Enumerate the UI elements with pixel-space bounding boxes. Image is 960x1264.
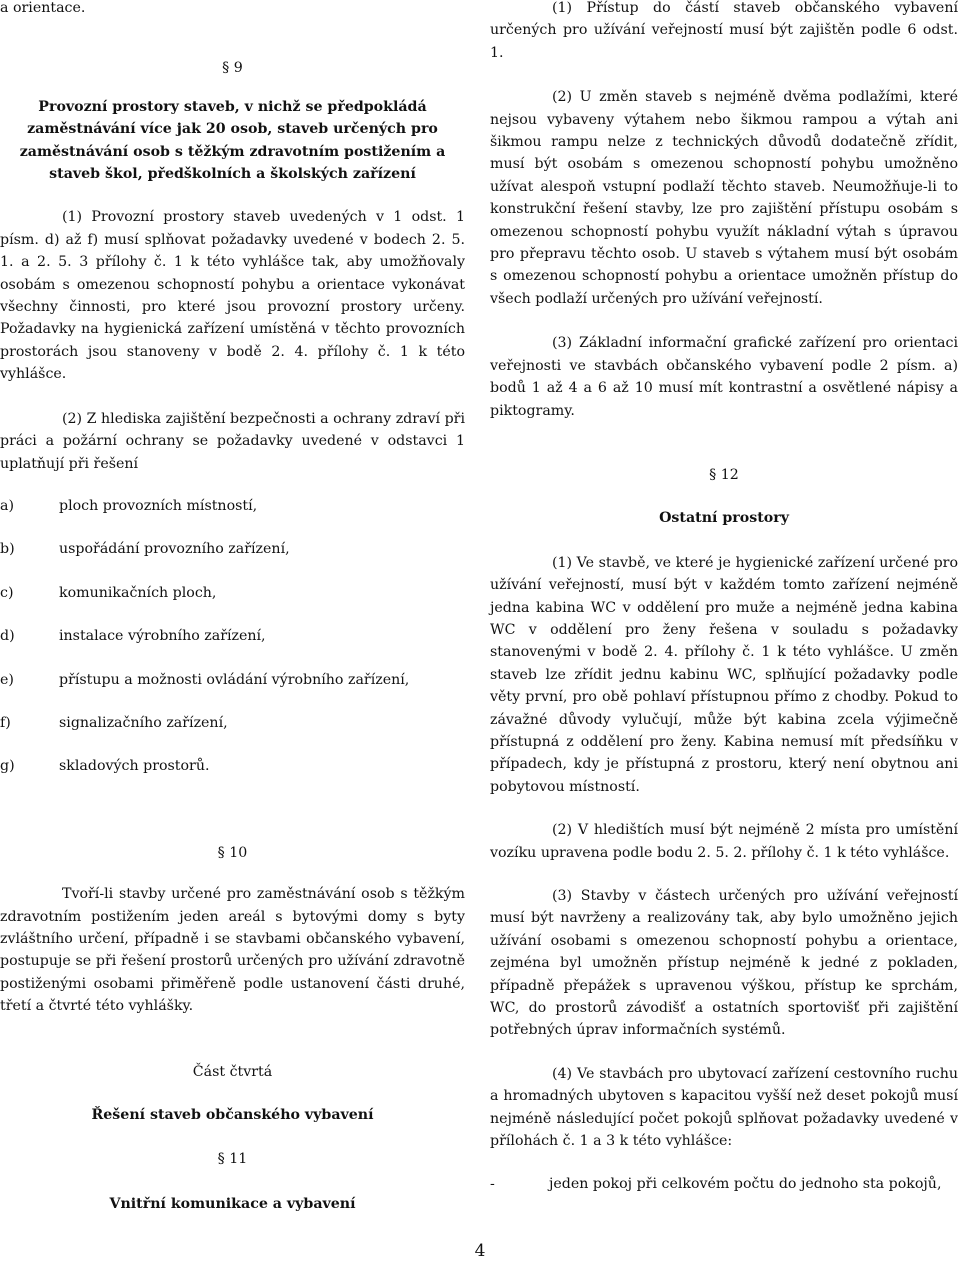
section-11-heading: § 11 <box>217 1151 248 1168</box>
section-9-title: Provozní prostory staveb, v nichž se předpokládá zaměstnávání více jak 20 osob, staveb určených pro zaměstnávání osob s těžkým zdravotním postižením a staveb škol, předškolních a školských zařízení <box>19 98 446 183</box>
list-marker: g) <box>0 758 15 775</box>
list-marker: b) <box>0 541 15 558</box>
list-text: přístupu a možnosti ovládání výrobního zařízení, <box>59 671 410 688</box>
list-marker: f) <box>0 714 11 731</box>
list-marker: c) <box>0 584 14 601</box>
section-12-paragraph-4: (4) Ve stavbách pro ubytovací zařízení cestovního ruchu a hromadných ubytoven s kapacitou vyšší než deset pokojů musí nejméně následující počet pokojů splňovat požadavky uvedené v přílohách č. 1 a 3 k této vyhlášce: <box>490 1065 958 1150</box>
list-text: instalace výrobního zařízení, <box>59 628 266 645</box>
section-11-paragraph-3: (3) Základní informační grafické zařízení pro orientaci veřejnosti ve stavbách občanského vybavení podle 2 písm. a) bodů 1 až 4 a 6 až 10 musí mít kontrastní a osvětlené nápisy a piktogramy. <box>490 335 958 419</box>
list-marker: e) <box>0 671 14 688</box>
list-text: signalizačního zařízení, <box>59 714 228 731</box>
list-text: ploch provozních místností, <box>59 497 258 514</box>
section-12-paragraph-3: (3) Stavby v částech určených pro užívání veřejností musí být navrženy a realizovány tak, aby bylo umožněno jejich užívání osobami s omezenou schopností pohybu a orientace, zejména byl umožněn přístup nejméně k jedné z pokladen, případně přepážek s upravenou výškou, přístup ke sprchám, WC, do prostorů závodišť a ostatních sportovišť při zajištění potřebných úprav informačních systémů. <box>490 888 958 1039</box>
section-9-paragraph-2: (2) Z hlediska zajištění bezpečnosti a ochrany zdraví při práci a požární ochrany se požadavky uvedené v odstavci 1 uplatňují při řešení <box>0 410 465 472</box>
list-text: jeden pokoj při celkovém počtu do jednoho sta pokojů, <box>549 1176 942 1193</box>
section-10-paragraph-1: Tvoří-li stavby určené pro zaměstnávání osob s těžkým zdravotním postižením jeden areál s bytovými domy s byty zvláštního určení, případně i se stavbami občanského vybavení, postupuje se při řešení prostorů určených pro užívání zdravotně postiženými osobami přiměřeně podle ustanovení části druhé, třetí a čtvrté této vyhlášky. <box>0 886 465 1015</box>
section-11-title: Vnitřní komunikace a vybavení <box>109 1195 356 1212</box>
section-11-paragraph-1: (1) Přístup do částí staveb občanského vybavení určených pro užívání veřejností musí být zajištěn podle 6 odst. 1. <box>490 0 958 61</box>
list-text: uspořádání provozního zařízení, <box>59 541 290 558</box>
section-9-paragraph-1: (1) Provozní prostory staveb uvedených v 1 odst. 1 písm. d) až f) musí splňovat požadavky uvedené v bodech 2. 5. 1. a 2. 5. 3 přílohy č. 1 k této vyhlášce tak, aby umožňovaly osobám s omezenou schopností pohybu a orientace vykonávat všechny činnosti, pro které jsou provozní prostory určeny. Požadavky na hygienická zařízení umístěná v těchto provozních prostorách jsou stanoveny v bodě 2. 4. přílohy č. 1 k této vyhlášce. <box>0 209 465 383</box>
list-marker: d) <box>0 628 15 645</box>
section-12-paragraph-1: (1) Ve stavbě, ve které je hygienické zařízení určené pro užívání veřejností, musí být v každém tomto zařízení nejméně jedna kabina WC v oddělení pro muže a nejméně jedna kabina WC v oddělení pro ženy řešena v souladu s požadavky stanovenými v bodě 2. 4. přílohy č. 1 k této vyhlášce. U změn staveb lze zřídit jednu kabinu WC, splňující požadavky podle věty první, pro obě pohlaví přístupnou přímo z chodby. Pokud to závažné důvody vylučují, může být kabina zcela výjimečně přístupná z oddělení pro ženy. Kabina nemusí mít předsíňku v případech, kdy je přístupná z prostoru, který není obytnou ani pobytovou místností. <box>490 554 958 795</box>
section-12-paragraph-2: (2) V hledištích musí být nejméně 2 místa pro umístění vozíku upravena podle bodu 2. 5. 2. přílohy č. 1 k této vyhlášce. <box>490 822 958 861</box>
section-10-heading: § 10 <box>217 844 248 861</box>
list-marker: - <box>490 1176 495 1193</box>
list-text: komunikačních ploch, <box>59 584 217 601</box>
list-item <box>0 712 465 734</box>
page-number: 4 <box>474 1241 486 1261</box>
part-4-label: Část čtvrtá <box>192 1063 273 1080</box>
list-item <box>0 582 465 604</box>
section-12-title: Ostatní prostory <box>659 510 789 527</box>
section-9-list <box>0 495 465 778</box>
top-fragment: a orientace. <box>0 0 86 16</box>
list-text: skladových prostorů. <box>59 758 210 775</box>
section-9-heading: § 9 <box>222 60 243 77</box>
part-4-title: Řešení staveb občanského vybavení <box>91 1107 374 1123</box>
list-item <box>0 538 465 560</box>
list-marker: a) <box>0 497 14 514</box>
left-column <box>0 0 465 1215</box>
list-item <box>490 1173 958 1195</box>
list-item <box>0 669 465 691</box>
section-12-heading: § 12 <box>709 466 739 483</box>
list-item <box>0 495 465 517</box>
list-item <box>0 755 465 777</box>
right-column <box>490 0 958 1196</box>
list-item <box>0 625 465 647</box>
section-11-paragraph-2: (2) U změn staveb s nejméně dvěma podlažími, které nejsou vybaveny výtahem nebo šikmou rampou a výtah ani šikmou rampu nelze z technických důvodů dodatečně zřídit, musí být osobám s omezenou schopností pohybu umožněno užívat alespoň vstupní podlaží těchto staveb. Neumožňuje-li to konstrukční řešení stavby, lze pro zajištění přístupu osobám s omezenou schopností pohybu využít nákladní výtah s úpravou pro přepravu těchto osob. U staveb s výtahem musí být osobám s omezenou schopností pohybu a orientace umožněn přístup do všech podlaží určených pro užívání veřejností. <box>490 89 958 307</box>
